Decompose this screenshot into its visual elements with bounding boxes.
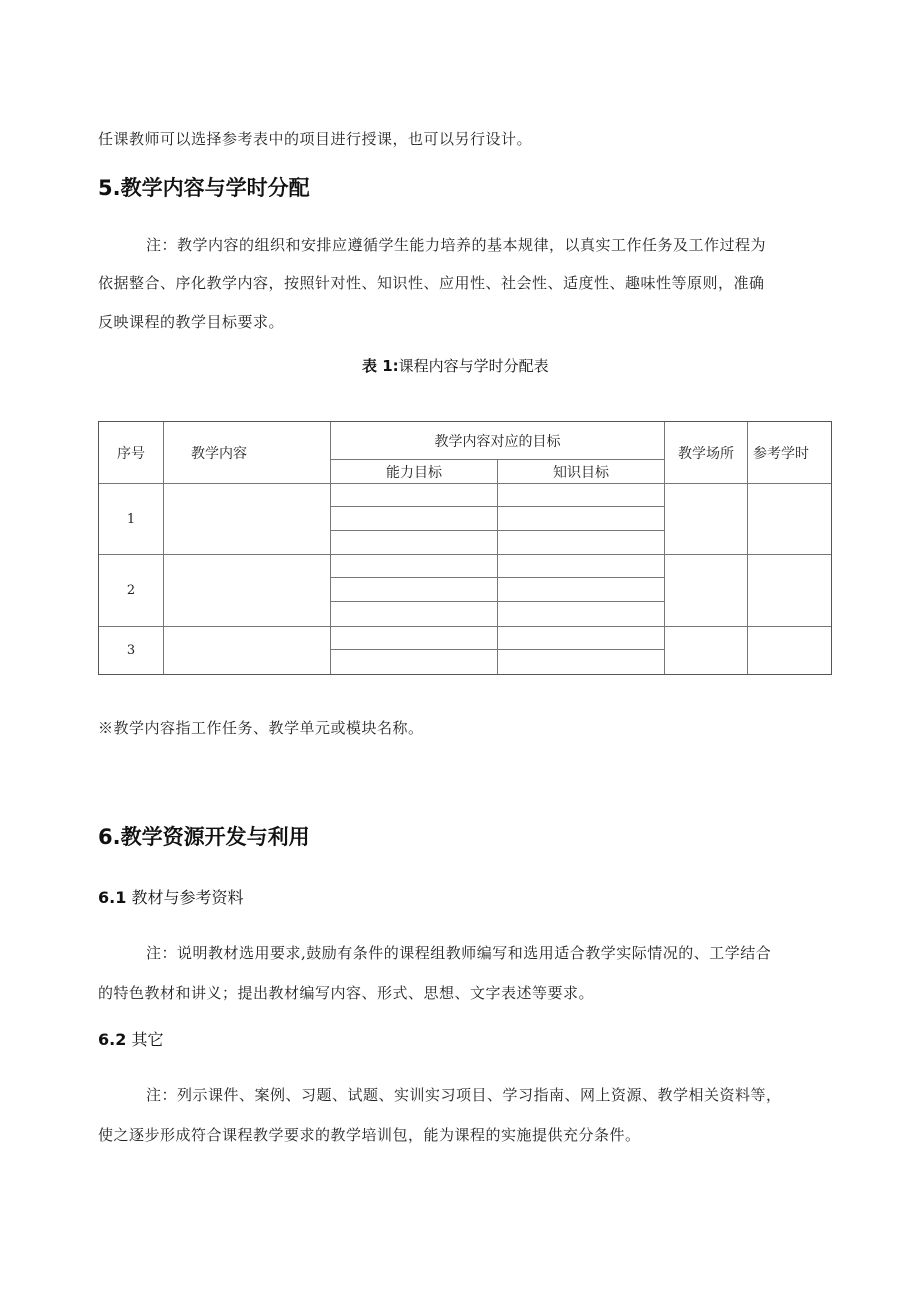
table-hline [330, 530, 664, 531]
section-5-title: 教学内容与学时分配 [120, 176, 310, 200]
table-hline [99, 483, 831, 484]
row-1-seq: 1 [126, 511, 136, 527]
subsection-6-1-note-line-1: 注：说明教材选用要求,鼓励有条件的课程组教师编写和选用适合教学实际情况的、工学结合 [146, 944, 772, 962]
header-goals: 教学内容对应的目标 [434, 433, 561, 450]
header-ability: 能力目标 [386, 464, 442, 481]
table-caption [362, 355, 549, 376]
table-hline [99, 626, 831, 627]
section-5-note-line-3: 反映课程的教学目标要求。 [98, 313, 285, 331]
section-5-note-line-2: 依据整合、序化教学内容，按照针对性、知识性、应用性、社会性、适度性、趣味性等原则，准确 [98, 274, 765, 292]
table-caption-prefix: 表 1: [362, 357, 399, 375]
table-footnote: ※教学内容指工作任务、教学单元或模块名称。 [98, 719, 424, 737]
row-3-seq: 3 [126, 643, 136, 658]
subsection-6-1-heading [98, 885, 243, 908]
table-vline [497, 459, 498, 674]
section-5-note-line-1: 注：教学内容的组织和安排应遵循学生能力培养的基本规律，以真实工作任务及工作过程为 [146, 236, 767, 254]
section-6-heading [98, 821, 310, 851]
table-hline [330, 601, 664, 602]
subsection-6-2-note-line-1: 注：列示课件、案例、习题、试题、实训实习项目、学习指南、网上资源、教学相关资料等， [146, 1086, 782, 1104]
table-hline [330, 506, 664, 507]
intro-paragraph: 任课教师可以选择参考表中的项目进行授课，也可以另行设计。 [98, 130, 533, 148]
subsection-6-1-title: 教材与参考资料 [131, 888, 244, 907]
row-2-seq: 2 [126, 583, 136, 598]
header-knowledge: 知识目标 [553, 464, 609, 481]
subsection-6-2-number: 6.2 [98, 1030, 127, 1049]
course-content-table [98, 421, 832, 675]
table-caption-title: 课程内容与学时分配表 [398, 357, 549, 375]
subsection-6-2-title: 其它 [131, 1030, 164, 1049]
subsection-6-1-note-line-2: 的特色教材和讲义；提出教材编写内容、形式、思想、文字表述等要求。 [98, 984, 595, 1002]
subsection-6-2-note-line-2: 使之逐步形成符合课程教学要求的教学培训包，能为课程的实施提供充分条件。 [98, 1126, 641, 1144]
subsection-6-2-heading [98, 1027, 163, 1050]
header-hours: 参考学时 [753, 445, 809, 462]
section-6-title: 教学资源开发与利用 [120, 825, 310, 849]
section-5-heading [98, 172, 310, 202]
table-hline [330, 649, 664, 650]
table-hline [330, 577, 664, 578]
section-6-number: 6. [98, 825, 121, 849]
header-seq: 序号 [117, 445, 145, 462]
subsection-6-1-number: 6.1 [98, 888, 127, 907]
table-hline [99, 554, 831, 555]
section-5-number: 5. [98, 176, 121, 200]
header-content: 教学内容 [191, 445, 247, 462]
header-venue: 教学场所 [678, 445, 734, 462]
